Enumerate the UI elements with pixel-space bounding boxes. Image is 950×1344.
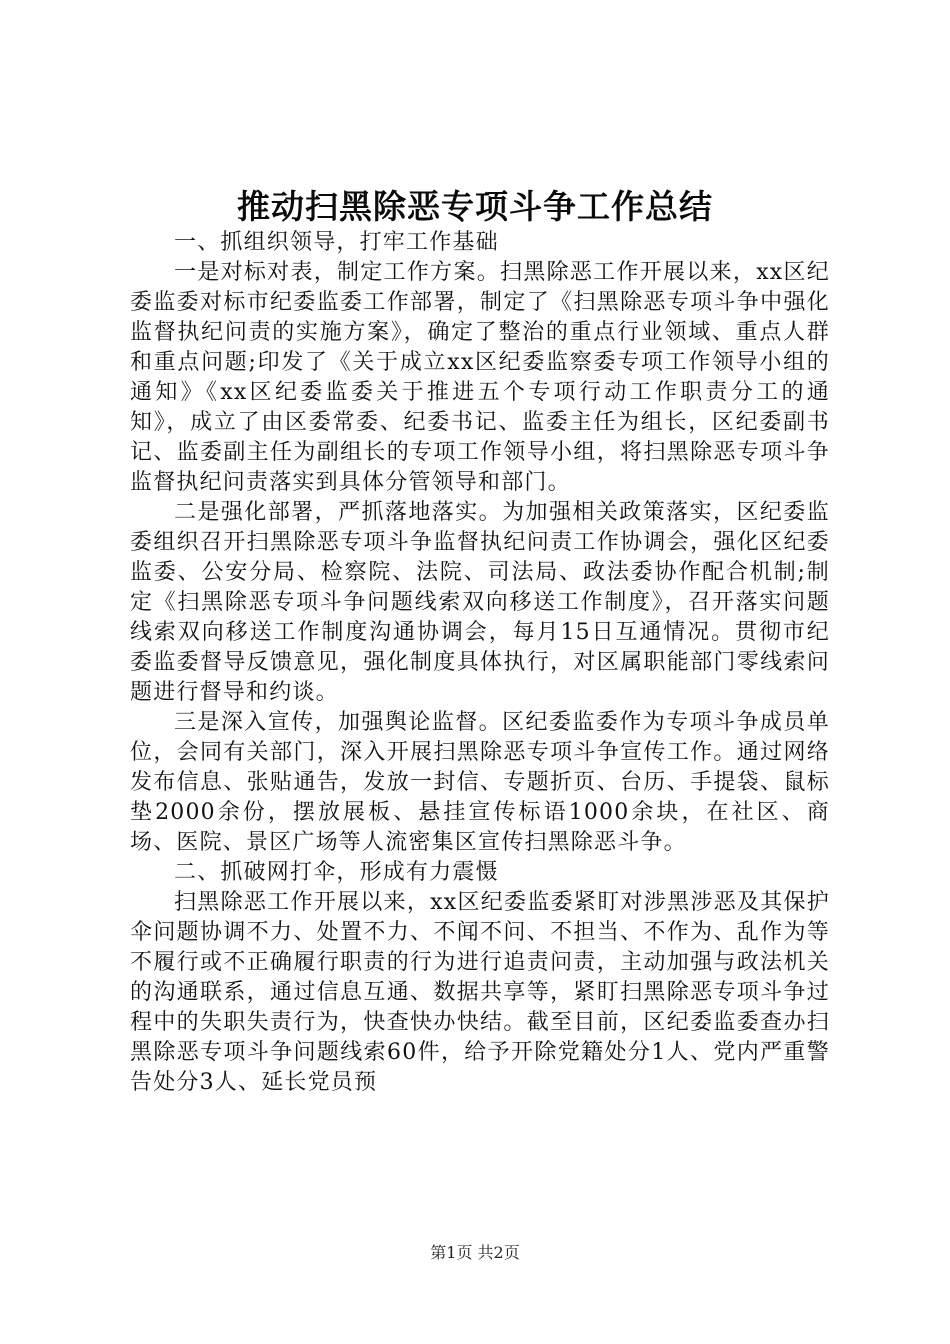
section-heading-2: 二、抓破网打伞，形成有力震慑 xyxy=(174,860,499,885)
document-body xyxy=(130,228,830,1098)
document-title: 推动扫黑除恶专项斗争工作总结 xyxy=(237,187,713,226)
section-heading-1: 一、抓组织领导，打牢工作基础 xyxy=(174,230,499,255)
paragraph-1: 一是对标对表，制定工作方案。扫黑除恶工作开展以来，xx区纪委监委对标市纪委监委工作部署，制定了《扫黑除恶专项斗争中强化监督执纪问责的实施方案》，确定了整治的重点行业领域、重点人群和重点问题;印发了《关于成立xx区纪委监察委专项工作领导小组的通知》《xx区纪委监委关于推进五个专项行动工作职责分工的通知》，成立了由区委常委、纪委书记、监委主任为组长，区纪委副书记、监委副主任为副组长的专项工作领导小组，将扫黑除恶专项斗争监督执纪问责落实到具体分管领导和部门。 xyxy=(130,260,830,495)
paragraph-4: 扫黑除恶工作开展以来，xx区纪委监委紧盯对涉黑涉恶及其保护伞问题协调不力、处置不力、不闻不问、不担当、不作为、乱作为等不履行或不正确履行职责的行为进行追责问责，主动加强与政法机关的沟通联系，通过信息互通、数据共享等，紧盯扫黑除恶专项斗争过程中的失职失责行为，快查快办快结。截至目前，区纪委监委查办扫黑除恶专项斗争问题线索60件，给予开除党籍处分1人、党内严重警告处分3人、延长党员预 xyxy=(130,890,830,1095)
paragraph-3: 三是深入宣传，加强舆论监督。区纪委监委作为专项斗争成员单位，会同有关部门，深入开展扫黑除恶专项斗争宣传工作。通过网络发布信息、张贴通告，发放一封信、专题折页、台历、手提袋、鼠标垫2000余份，摆放展板、悬挂宣传标语1000余块，在社区、商场、医院、景区广场等人流密集区宣传扫黑除恶斗争。 xyxy=(130,710,830,855)
page-number-footer: 第1页 共2页 xyxy=(430,1243,520,1262)
paragraph-2: 二是强化部署，严抓落地落实。为加强相关政策落实，区纪委监委组织召开扫黑除恶专项斗争监督执纪问责工作协调会，强化区纪委监委、公安分局、检察院、法院、司法局、政法委协作配合机制;制定《扫黑除恶专项斗争问题线索双向移送工作制度》，召开落实问题线索双向移送工作制度沟通协调会，每月15日互通情况。贯彻市纪委监委督导反馈意见，强化制度具体执行，对区属职能部门零线索问题进行督导和约谈。 xyxy=(130,500,830,705)
